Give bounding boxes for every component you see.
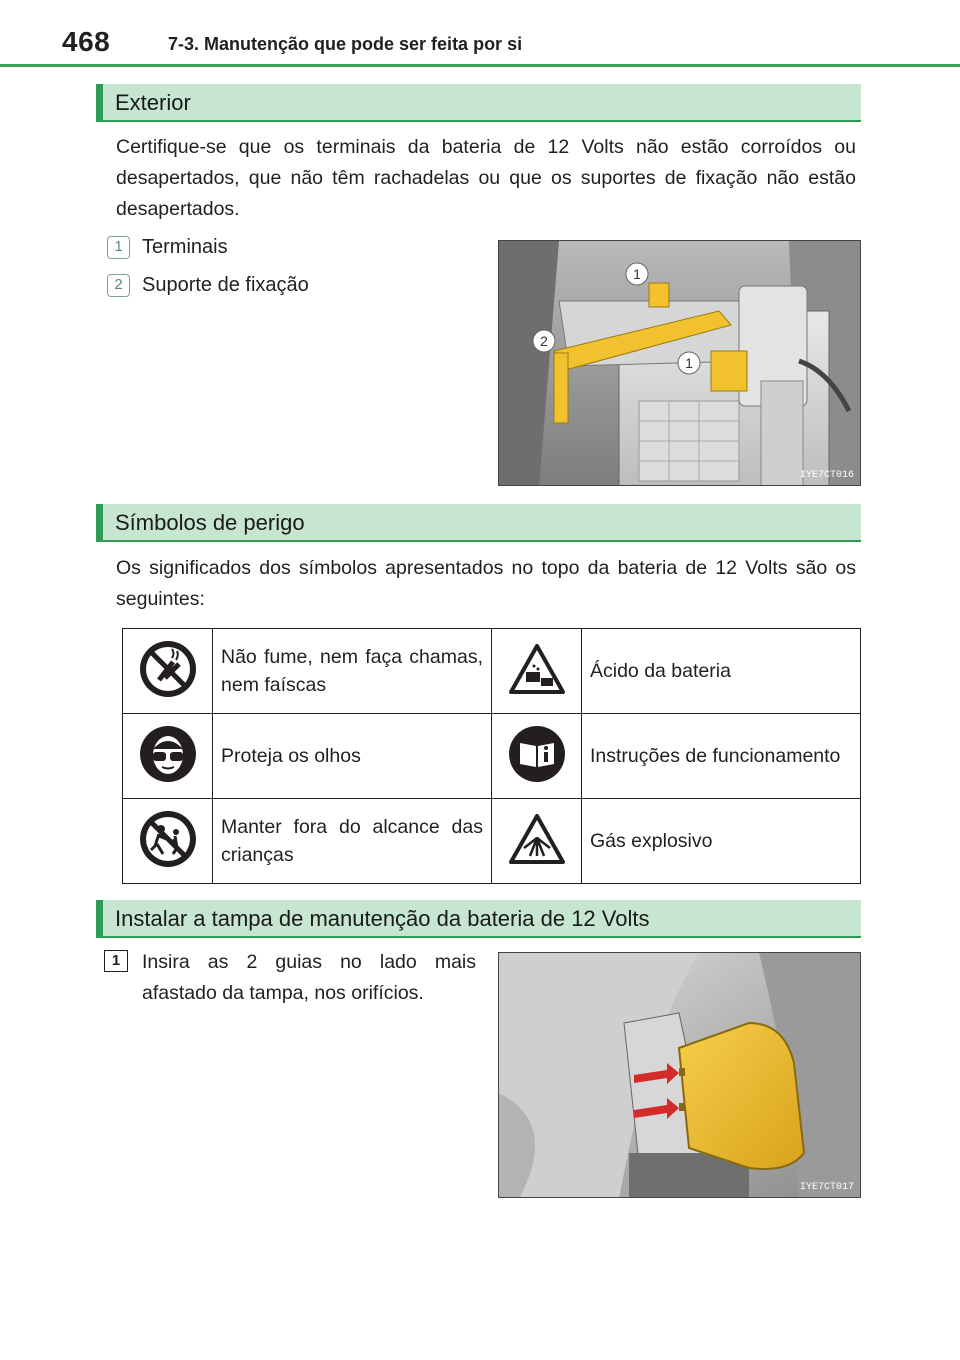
- symbols-table: [122, 628, 861, 884]
- table-cell: [123, 799, 213, 884]
- page-header: [0, 0, 960, 70]
- item-suporte: Suporte de fixação: [142, 274, 309, 296]
- cover-install-drawing: [499, 953, 861, 1198]
- exterior-paragraph: Certifique-se que os terminais da bateria de 12 Volts não estão corroídos ou desapertados, que não têm rachadelas ou que os suportes de fixação não estão desapertados.: [116, 136, 856, 220]
- table-cell: [123, 629, 213, 714]
- photo-callout-1b: 1: [685, 355, 693, 371]
- table-cell: Gás explosivo: [582, 799, 861, 884]
- table-row: [123, 799, 861, 884]
- battery-acid-icon: [508, 640, 566, 698]
- item-marker-2: 2: [107, 274, 130, 297]
- keep-away-children-icon: [139, 810, 197, 868]
- operating-instructions-icon: [508, 725, 566, 783]
- table-cell: Instruções de funcionamento: [582, 714, 861, 799]
- header-rule: [0, 64, 960, 67]
- symbols-paragraph: Os significados dos símbolos apresentados no topo da bateria de 12 Volts são os seguintes:: [116, 557, 856, 610]
- eye-protection-icon: [139, 725, 197, 783]
- chapter-title: 7-3. Manutenção que pode ser feita por si: [168, 34, 523, 54]
- section-title: Exterior: [115, 90, 191, 115]
- section-title: Símbolos de perigo: [115, 510, 305, 535]
- table-row: [123, 629, 861, 714]
- table-cell: [492, 629, 582, 714]
- table-cell: Ácido da bateria: [582, 629, 861, 714]
- table-cell: Manter fora do alcance das crianças: [213, 799, 492, 884]
- step-marker-1: 1: [104, 950, 128, 972]
- table-cell: [492, 714, 582, 799]
- install-step-text: Insira as 2 guias no lado mais afastado da tampa, nos orifícios.: [142, 951, 476, 1004]
- item-terminais: Terminais: [142, 236, 228, 258]
- battery-photo-drawing: [499, 241, 861, 486]
- item-marker-1: 1: [107, 236, 130, 259]
- photo-code: IYE7CT016: [799, 470, 854, 481]
- cover-install-photo: [498, 952, 861, 1198]
- no-smoking-icon: [139, 640, 197, 698]
- battery-photo: [498, 240, 861, 486]
- table-cell: [123, 714, 213, 799]
- table-cell: Proteja os olhos: [213, 714, 492, 799]
- explosive-gas-icon: [508, 810, 566, 868]
- section-exterior-heading: [96, 84, 861, 122]
- page-number: 468: [62, 26, 111, 57]
- section-title: Instalar a tampa de manutenção da bateria de 12 Volts: [115, 906, 650, 931]
- section-install-heading: [96, 900, 861, 938]
- table-row: [123, 714, 861, 799]
- table-cell: Não fume, nem faça chamas, nem faíscas: [213, 629, 492, 714]
- section-symbols-heading: [96, 504, 861, 542]
- table-cell: [492, 799, 582, 884]
- photo-callout-2: 2: [540, 333, 548, 349]
- photo-callout-1a: 1: [633, 266, 641, 282]
- photo-code: IYE7CT017: [799, 1182, 854, 1193]
